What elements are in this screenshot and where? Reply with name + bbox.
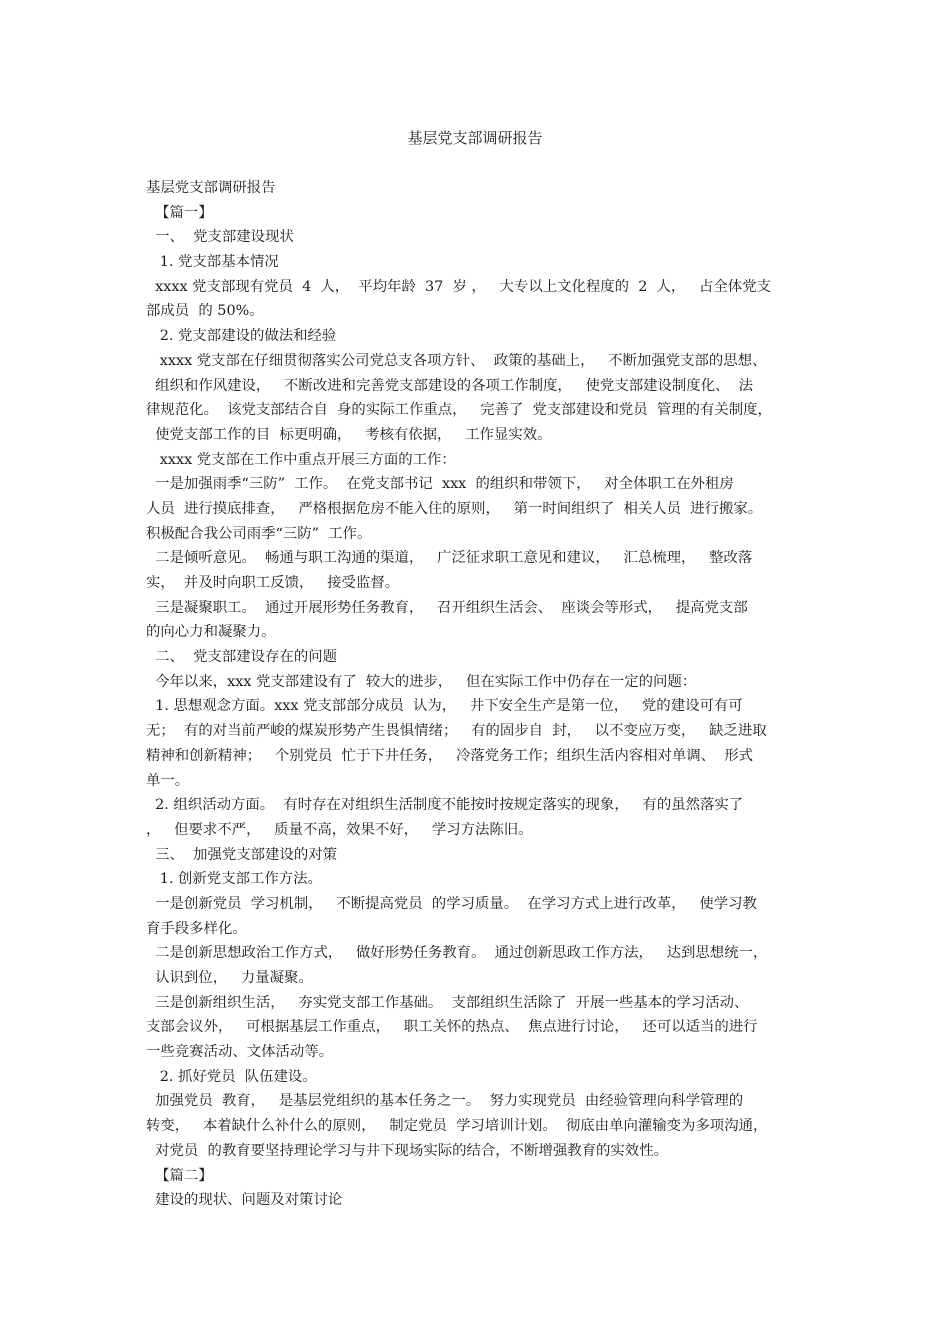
text-line: 使党支部工作的目 标更明确， 考核有依据， 工作显实效。 [146,426,552,443]
text-line: 1. 党支部基本情况 [146,254,279,271]
text-line: xxxx 党支部在工作中重点开展三方面的工作： [146,451,456,468]
text-line: 建设的现状、问题及对策讨论 [146,1192,343,1209]
text-line: 三是凝聚职工。 通过开展形势任务教育， 召开组织生活会、 座谈会等形式， 提高党支部 [146,599,748,616]
text-line: 一是创新党员 学习机制， 不断提高党员 的学习质量。 在学习方式上进行改革， 使学习教 [146,895,757,912]
text-line: ， 但要求不严， 质量不高，效果不好， 学习方法陈旧。 [146,821,533,838]
text-line: 一些竞赛活动、文体活动等。 [146,1044,334,1061]
text-line: 积极配合我公司雨季“三防” 工作。 [146,525,372,542]
text-line: xxxx 党支部在仔细贯彻落实公司党总支各项方针、 政策的基础上， 不断加强党支部的思想、 [146,352,767,369]
text-line: 认识到位， 力量凝聚。 [146,970,313,986]
text-line: 2. 组织活动方面。 有时存在对组织生活制度不能按时按规定落实的现象， 有的虽然落实了 [146,797,744,814]
text-line: 支部会议外， 可根据基层工作重点， 职工关怀的热点、 焦点进行讨论， 还可以适当的进行 [146,1019,758,1036]
text-line: 部成员 的 50%。 [146,303,264,320]
text-line: 一是加强雨季“三防” 工作。 在党支部书记 xxx 的组织和带领下， 对全体职工在外租房 [146,476,734,493]
document-title: 基层党支部调研报告 [407,129,543,147]
text-line: 2. 党支部建设的做法和经验 [146,328,337,345]
text-line: 【篇一】 [146,204,213,221]
text-line: 二是创新思想政治工作方式， 做好形势任务教育。 通过创新思政工作方法， 达到思想统一， [146,945,768,962]
text-line: 今年以来，xxx 党支部建设有了 较大的进步， 但在实际工作中仍存在一定的问题： [146,673,697,690]
text-line: 一、 党支部建设现状 [146,229,294,246]
text-line: 对党员 的教育要坚持理论学习与井下现场实际的结合，不断增强教育的实效性。 [146,1142,668,1159]
text-line: 加强党员 教育， 是基层党组织的基本任务之一。 努力实现党员 由经验管理向科学管理的 [146,1093,744,1110]
text-line: 人员 进行摸底排查， 严格根据危房不能入住的原则， 第一时间组织了 相关人员 进行搬家。 [146,500,763,517]
text-line: 三、 加强党支部建设的对策 [146,846,337,863]
text-line: 育手段多样化。 [146,920,247,937]
text-line: 【篇二】 [146,1167,213,1184]
text-line: 单一。 [146,772,190,789]
text-line: 二、 党支部建设存在的问题 [146,649,337,666]
text-line: 基层党支部调研报告 [146,180,276,196]
document-body [146,176,818,1213]
text-line: 三是创新组织生活， 夯实党支部工作基础。 支部组织生活除了 开展一些基本的学习活动、 [146,994,749,1011]
text-line: 1. 思想观念方面。xxx 党支部部分成员 认为， 井下安全生产是第一位， 党的建设可有可 [146,698,743,715]
text-line: 二是倾听意见。 畅通与职工沟通的渠道， 广泛征求职工意见和建议， 汇总梳理， 整改落 [146,550,753,567]
text-line: 的向心力和凝聚力。 [146,624,276,641]
text-line: 律规范化。 该党支部结合自 身的实际工作重点， 完善了 党支部建设和党员 管理的有关制度， [146,402,772,419]
text-line: 转变， 本着缺什么补什么的原则， 制定党员 学习培训计划。 彻底由单向灌输变为多项沟通， [146,1118,768,1135]
text-line: 组织和作风建设， 不断改进和完善党支部建设的各项工作制度， 使党支部建设制度化、 法 [146,377,753,394]
text-line: 实， 并及时向职工反馈， 接受监督。 [146,575,400,591]
text-line: 1. 创新党支部工作方法。 [146,871,322,888]
text-line: xxxx 党支部现有党员 4 人， 平均年龄 37 岁 ， 大专以上文化程度的 2 人， 占全体党支 [146,278,771,295]
text-line: 2. 抓好党员 队伍建设。 [146,1068,317,1085]
text-line: 精神和创新精神； 个别党员 忙于下井任务， 冷落党务工作；组织生活内容相对单调、 形式 [146,747,753,764]
text-line: 无； 有的对当前严峻的煤炭形势产生畏惧情绪； 有的固步自 封， 以不变应万变， 缺乏进取 [146,723,767,740]
